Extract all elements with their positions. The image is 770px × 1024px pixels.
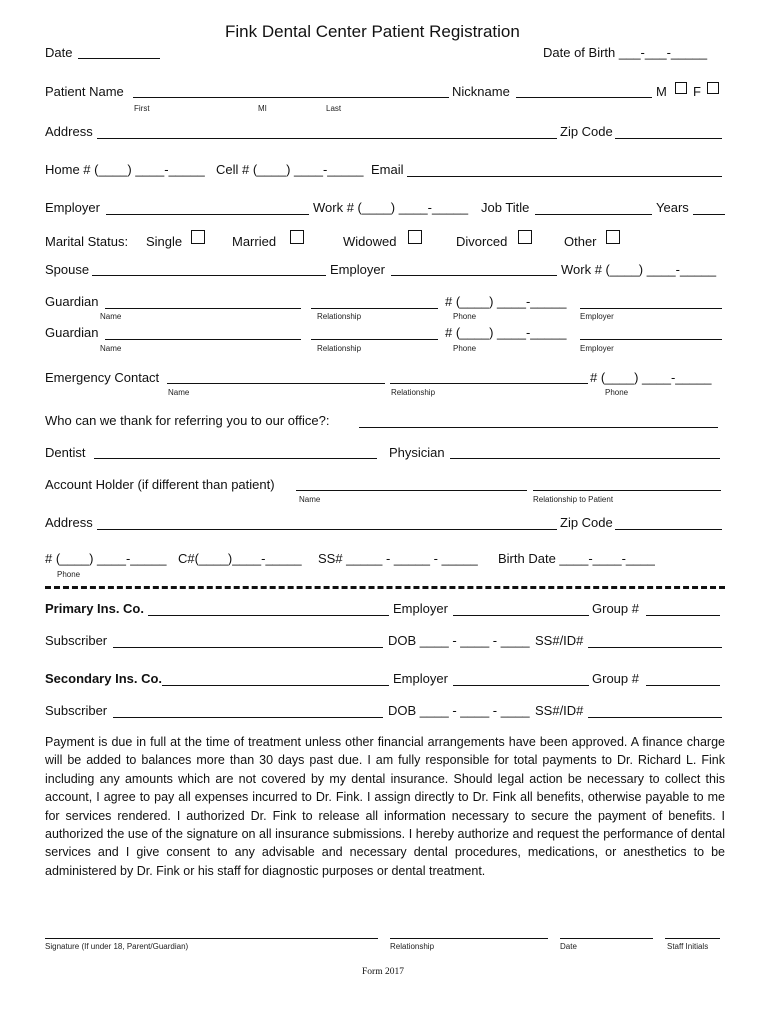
account-holder-name-field[interactable]	[296, 490, 527, 491]
other-checkbox[interactable]	[606, 230, 620, 244]
address-field[interactable]	[97, 138, 557, 139]
job-title-label: Job Title	[481, 200, 530, 215]
primary-employer-label: Employer	[393, 601, 448, 616]
marital-status-label: Marital Status:	[45, 234, 129, 249]
guardian-1-relationship-caption: Relationship	[317, 312, 362, 321]
emergency-relationship-caption: Relationship	[391, 388, 436, 397]
primary-ins-label: Primary Ins. Co.	[45, 601, 144, 616]
secondary-dob-field[interactable]: DOB ____ - ____ - ____	[388, 703, 530, 718]
dentist-label: Dentist	[45, 445, 86, 460]
primary-subscriber-field[interactable]	[113, 647, 383, 648]
years-field[interactable]	[693, 214, 725, 215]
first-caption: First	[134, 104, 150, 113]
years-label: Years	[656, 200, 689, 215]
guardian-2-phone-field[interactable]: # (____) ____-_____	[445, 325, 567, 340]
single-label: Single	[146, 234, 183, 249]
spouse-label: Spouse	[45, 262, 90, 277]
email-field[interactable]	[407, 176, 722, 177]
form-title: Fink Dental Center Patient Registration	[225, 22, 520, 41]
guardian-1-employer-caption: Employer	[580, 312, 614, 321]
secondary-group-label: Group #	[592, 671, 639, 686]
secondary-ins-field[interactable]	[162, 685, 389, 686]
gender-m-checkbox[interactable]	[675, 82, 687, 94]
gender-m-label: M	[656, 84, 667, 99]
guardian-2-employer-field[interactable]	[580, 339, 722, 340]
signature-field[interactable]	[45, 938, 378, 939]
secondary-ssid-label: SS#/ID#	[535, 703, 584, 718]
guardian-1-relationship-field[interactable]	[311, 308, 438, 309]
primary-subscriber-label: Subscriber	[45, 633, 108, 648]
primary-ssid-label: SS#/ID#	[535, 633, 584, 648]
signature-relationship-caption: Relationship	[390, 942, 435, 951]
signature-relationship-field[interactable]	[390, 938, 548, 939]
physician-label: Physician	[389, 445, 445, 460]
signature-date-caption: Date	[560, 942, 577, 951]
spouse-field[interactable]	[92, 275, 326, 276]
secondary-subscriber-label: Subscriber	[45, 703, 108, 718]
married-checkbox[interactable]	[290, 230, 304, 244]
work-phone-field[interactable]: Work # (____) ____-_____	[313, 200, 469, 215]
account-holder-birth-date-field[interactable]: Birth Date ____-____-____	[498, 551, 655, 566]
account-holder-relationship-field[interactable]	[533, 490, 721, 491]
guardian-2-phone-caption: Phone	[453, 344, 477, 353]
account-holder-address-label: Address	[45, 515, 93, 530]
account-holder-cell-field[interactable]: C#(____)____-_____	[178, 551, 302, 566]
nickname-field[interactable]	[516, 97, 652, 98]
emergency-name-caption: Name	[168, 388, 190, 397]
guardian-1-phone-field[interactable]: # (____) ____-_____	[445, 294, 567, 309]
emergency-contact-name-field[interactable]	[167, 383, 385, 384]
primary-dob-field[interactable]: DOB ____ - ____ - ____	[388, 633, 530, 648]
last-caption: Last	[326, 104, 342, 113]
spouse-employer-label: Employer	[330, 262, 385, 277]
account-holder-label: Account Holder (if different than patient)	[45, 477, 275, 492]
home-phone-field[interactable]: Home # (____) ____-_____	[45, 162, 205, 177]
single-checkbox[interactable]	[191, 230, 205, 244]
account-holder-phone-caption: Phone	[57, 570, 81, 579]
account-holder-zip-field[interactable]	[615, 529, 722, 530]
employer-label: Employer	[45, 200, 100, 215]
guardian-1-label: Guardian	[45, 294, 99, 309]
email-label: Email	[371, 162, 404, 177]
guardian-2-relationship-caption: Relationship	[317, 344, 362, 353]
guardian-2-label: Guardian	[45, 325, 99, 340]
other-label: Other	[564, 234, 597, 249]
primary-employer-field[interactable]	[453, 615, 589, 616]
dob-field[interactable]: Date of Birth ___-___-_____	[543, 45, 708, 60]
patient-name-field[interactable]	[133, 97, 449, 98]
primary-group-label: Group #	[592, 601, 639, 616]
secondary-ins-label: Secondary Ins. Co.	[45, 671, 163, 686]
relationship-to-patient-caption: Relationship to Patient	[533, 495, 614, 504]
nickname-label: Nickname	[452, 84, 510, 99]
cell-phone-field[interactable]: Cell # (____) ____-_____	[216, 162, 364, 177]
primary-ssid-field[interactable]	[588, 647, 722, 648]
primary-group-field[interactable]	[646, 615, 720, 616]
guardian-1-name-caption: Name	[100, 312, 122, 321]
gender-f-label: F	[693, 84, 701, 99]
emergency-contact-phone-field[interactable]: # (____) ____-_____	[590, 370, 712, 385]
patient-name-label: Patient Name	[45, 84, 124, 99]
account-holder-zip-label: Zip Code	[560, 515, 613, 530]
employer-field[interactable]	[106, 214, 309, 215]
married-label: Married	[232, 234, 277, 249]
signature-date-field[interactable]	[560, 938, 653, 939]
mi-caption: MI	[258, 104, 267, 113]
account-holder-ssn-field[interactable]: SS# _____ - _____ - _____	[318, 551, 478, 566]
emergency-phone-caption: Phone	[605, 388, 629, 397]
widowed-label: Widowed	[343, 234, 397, 249]
guardian-1-employer-field[interactable]	[580, 308, 722, 309]
account-holder-name-caption: Name	[299, 495, 321, 504]
account-holder-address-field[interactable]	[97, 529, 557, 530]
secondary-employer-label: Employer	[393, 671, 448, 686]
secondary-group-field[interactable]	[646, 685, 720, 686]
job-title-field[interactable]	[535, 214, 652, 215]
date-field[interactable]	[78, 58, 160, 59]
zip-code-label: Zip Code	[560, 124, 613, 139]
account-holder-phone-field[interactable]: # (____) ____-_____	[45, 551, 167, 566]
staff-initials-caption: Staff Initials	[667, 942, 709, 951]
guardian-2-employer-caption: Employer	[580, 344, 614, 353]
spouse-work-phone-field[interactable]: Work # (____) ____-_____	[561, 262, 717, 277]
primary-ins-field[interactable]	[148, 615, 389, 616]
guardian-2-relationship-field[interactable]	[311, 339, 438, 340]
secondary-employer-field[interactable]	[453, 685, 589, 686]
date-label: Date	[45, 45, 73, 60]
form-number: Form 2017	[362, 967, 404, 977]
emergency-contact-label: Emergency Contact	[45, 370, 160, 385]
divorced-label: Divorced	[456, 234, 508, 249]
guardian-1-phone-caption: Phone	[453, 312, 477, 321]
secondary-ssid-field[interactable]	[588, 717, 722, 718]
payment-terms-paragraph: Payment is due in full at the time of treatment unless other financial arrangements have been approved. A finance charge will be added to balances more than 30 days past due. I am fully responsible for total payments to Dr. Richard L. Fink including any amounts which are not covered by my dental insurance. Should legal action be necessary to collect this account, I agree to pay all expenses incurred to Dr. Fink. I assign directly to Dr. Fink all benefits, otherwise payable to me for services rendered. I authorized Dr. Fink to release all information necessary to secure the payment of benefits. I authorized the use of the signature on all insurance submissions. I hereby authorize and request the performance of dental services and I give consent to any advisable and necessary dental procedures, medications, or anesthetics to be administered by Dr. Fink or his staff for diagnostic purposes or dental treatment.	[45, 735, 725, 878]
referral-field[interactable]	[359, 427, 718, 428]
zip-code-field[interactable]	[615, 138, 722, 139]
staff-initials-field[interactable]	[665, 938, 720, 939]
secondary-subscriber-field[interactable]	[113, 717, 383, 718]
physician-field[interactable]	[450, 458, 720, 459]
spouse-employer-field[interactable]	[391, 275, 557, 276]
divorced-checkbox[interactable]	[518, 230, 532, 244]
address-label: Address	[45, 124, 93, 139]
gender-f-checkbox[interactable]	[707, 82, 719, 94]
dentist-field[interactable]	[94, 458, 377, 459]
guardian-2-name-caption: Name	[100, 344, 122, 353]
guardian-1-name-field[interactable]	[105, 308, 301, 309]
emergency-contact-relationship-field[interactable]	[390, 383, 588, 384]
section-divider	[45, 586, 725, 589]
referral-label: Who can we thank for referring you to our office?:	[45, 413, 330, 428]
signature-caption: Signature (If under 18, Parent/Guardian)	[45, 942, 189, 951]
guardian-2-name-field[interactable]	[105, 339, 301, 340]
widowed-checkbox[interactable]	[408, 230, 422, 244]
